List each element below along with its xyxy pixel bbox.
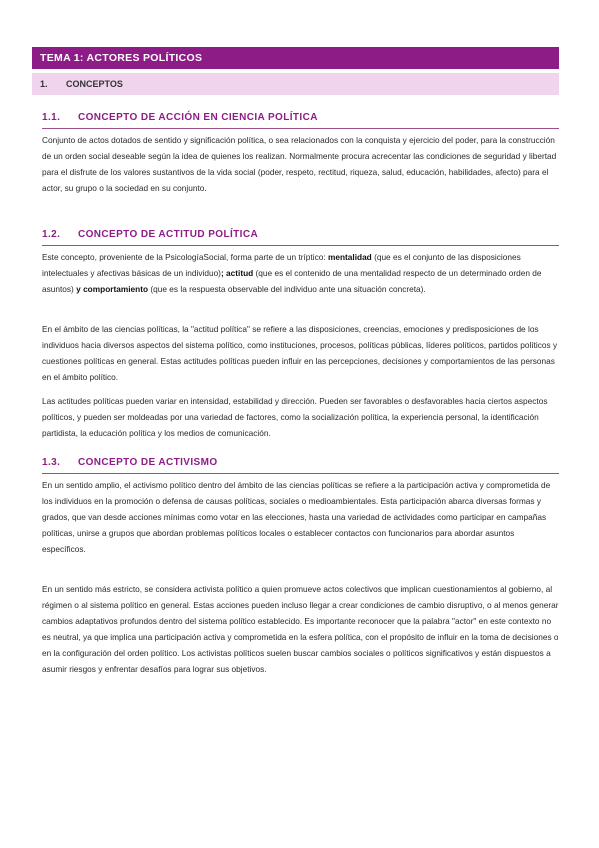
paragraph: Las actitudes políticas pueden variar en intensidad, estabilidad y dirección. Pueden ser favorables o desfavorables hacia ciertos aspectos políticos, y pueden ser moldeadas por una variedad de factores, como la socialización política, la experiencia personal, la identificación partidista, la educación política y los medios de comunicación. — [42, 396, 548, 438]
section-number: 1. — [40, 79, 48, 89]
subsection-title: CONCEPTO DE ACCIÓN EN CIENCIA POLÍTICA — [78, 112, 318, 123]
subsection-number: 1.1. — [42, 112, 61, 123]
subsection-number: 1.3. — [42, 457, 61, 468]
paragraph: En el ámbito de las ciencias políticas, la "actitud política" se refiere a las disposiciones, creencias, emociones y predisposiciones de los individuos hacia diversos aspectos del sistema político, como instituciones, procesos, políticas públicas, líderes políticos, partidos políticos y cuestiones políticas en general. Estas actitudes políticas pueden influir en las percepciones, decisiones y comportamientos de las personas en el ámbito político. — [42, 324, 558, 382]
text-run: Este concepto, proveniente de la PsicologíaSocial, forma parte de un tríptico: — [42, 252, 328, 262]
paragraph: En un sentido más estricto, se considera activista político a quien promueve actos colectivos que implican cuestionamientos al gobierno, al régimen o al sistema político en general. Estas acciones pueden incluso llegar a crear condiciones de cambio disruptivo, o al menos generar cambios adaptativos profundos dentro del sistema político establecido. Es importante reconocer que la palabra "actor" en este contexto no es neutral, ya que implica una participación activa y comprometida en la esfera política, con el propósito de influir en la toma de decisiones o en la configuración del orden político. Los activistas políticos suelen buscar cambios sociales o políticos significativos y están dispuestos a asumir riesgos y enfrentar desafíos para lograr sus objetivos. — [42, 584, 559, 674]
text-run: (que es el contenido de una mentalidad respecto de un determinado orden de asuntos) — [42, 268, 542, 294]
subsection-title: CONCEPTO DE ACTIVISMO — [78, 457, 218, 468]
text-run: (que es el conjunto de las disposiciones intelectuales y afectivas básicas de un individuo) — [42, 252, 521, 278]
chapter-title: TEMA 1: ACTORES POLÍTICOS — [40, 52, 203, 64]
chapter-title-bar — [32, 47, 559, 69]
subsection-heading-accion — [42, 112, 559, 129]
paragraph-tripartite — [42, 249, 559, 297]
subsection-title: CONCEPTO DE ACTITUD POLÍTICA — [78, 229, 259, 240]
subsection-heading-actitud — [42, 229, 559, 246]
section-header-bar — [32, 73, 559, 95]
bold-term: comportamiento — [83, 284, 149, 294]
bold-term: actitud — [226, 268, 254, 278]
bold-separator: y — [76, 284, 84, 294]
bold-separator: ; — [220, 268, 227, 278]
paragraph: En un sentido amplio, el activismo político dentro del ámbito de las ciencias políticas se refiere a la participación activa y comprometida de los individuos en la promoción o defensa de causas políticas, sociales o medioambientales. Esta participación abarca diversas formas y grados, que van desde acciones mínimas como votar en las elecciones, hasta una variedad de actividades como participar en campañas políticas, unirse a grupos que abordan problemas políticos locales o establecer contactos con funcionarios para abordar asuntos específicos. — [42, 480, 551, 554]
text-run: (que es la respuesta observable del individuo ante una situación concreta). — [148, 284, 426, 294]
subsection-heading-activismo — [42, 457, 559, 474]
section-label: CONCEPTOS — [66, 79, 123, 89]
subsection-number: 1.2. — [42, 229, 61, 240]
bold-term: mentalidad — [327, 252, 372, 262]
paragraph: Conjunto de actos dotados de sentido y significación política, o sea relacionados con la conquista y ejercicio del poder, para la construcción de un orden social deseable según la idea de quienes los realizan. Normalmente procura acrecentar las condiciones de seguridad y libertad para el disfrute de los valores sustantivos de la vida social (poder, respeto, rectitud, riqueza, salud, educación, habilidades, afecto) para el actor, su grupo o la sociedad en su conjunto. — [42, 135, 557, 193]
